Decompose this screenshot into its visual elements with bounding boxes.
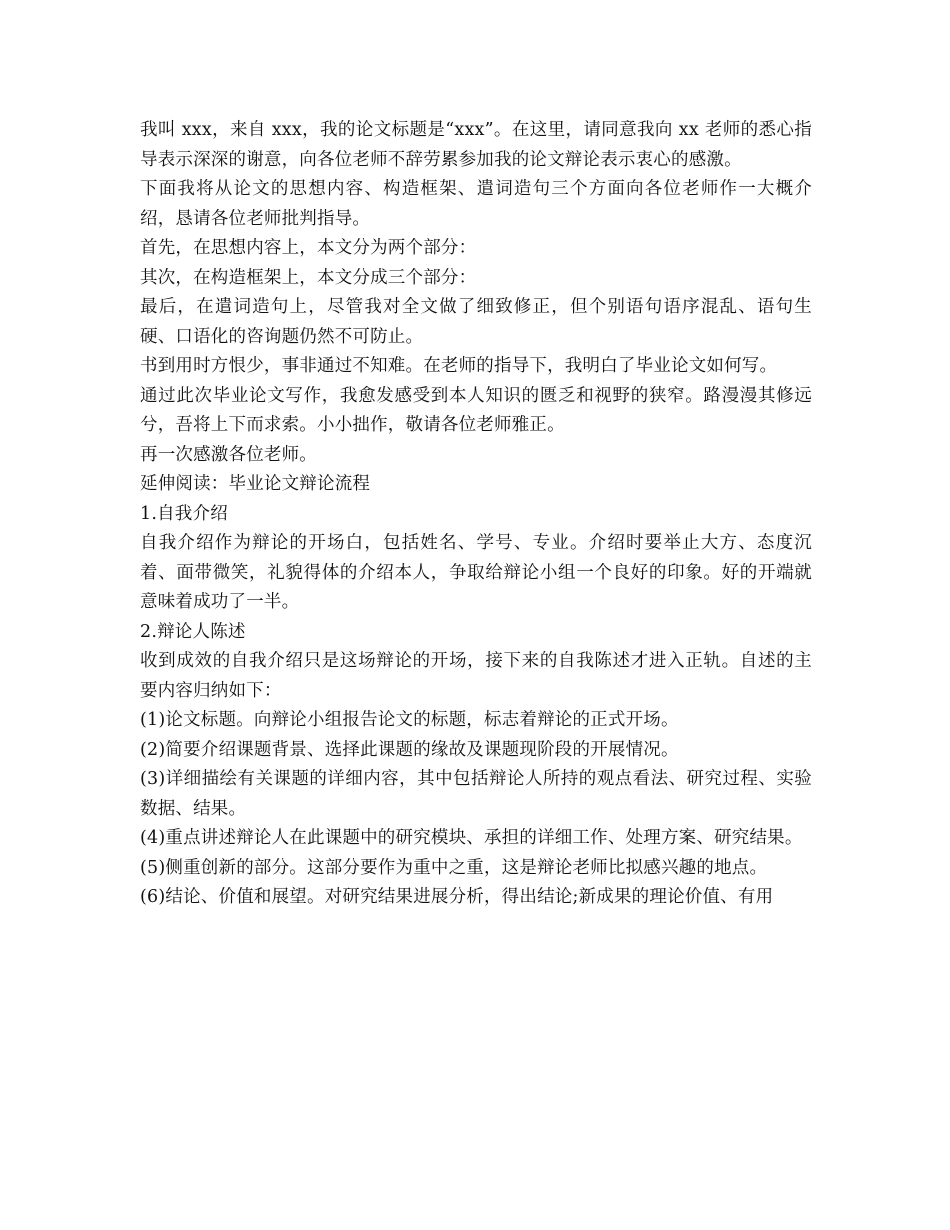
list-item-6: (6)结论、价值和展望。对研究结果进展分析，得出结论;新成果的理论价值、有用: [140, 887, 774, 907]
list-item-3: (3)详细描绘有关课题的详细内容，其中包括辩论人所持的观点看法、研究过程、实验数据、结果。: [140, 769, 812, 819]
paragraph-thanks: 再一次感激各位老师。: [140, 444, 317, 465]
section-heading-extended-reading: 延伸阅读：毕业论文辩论流程: [140, 474, 371, 494]
list-item-5: (5)侧重创新的部分。这部分要作为重中之重，这是辩论老师比拟感兴趣的地点。: [140, 857, 768, 878]
section-heading-self-intro: 1.自我介绍: [140, 503, 228, 524]
paragraph-reflection-1: 书到用时方恨少，事非通过不知难。在老师的指导下，我明白了毕业论文如何写。: [140, 356, 778, 376]
paragraph-content: 首先，在思想内容上，本文分为两个部分：: [140, 238, 477, 258]
list-item-1: (1)论文标题。向辩论小组报告论文的标题，标志着辩论的正式开场。: [140, 710, 679, 730]
document-body: [140, 116, 812, 913]
paragraph-self-intro: 自我介绍作为辩论的开场白，包括姓名、学号、专业。介绍时要举止大方、态度沉着、面带微笑，礼貌得体的介绍本人，争取给辩论小组一个良好的印象。好的开端就意味着成功了一半。: [140, 533, 812, 612]
paragraph-intro: 我叫 xxx，来自 xxx，我的论文标题是“xxx”。在这里，请同意我向 xx 老师的悉心指导表示深深的谢意，向各位老师不辞劳累参加我的论文辩论表示衷心的感激。: [140, 120, 812, 170]
section-heading-statement: 2.辩论人陈述: [140, 621, 246, 642]
paragraph-reflection-2: 通过此次毕业论文写作，我愈发感受到本人知识的匮乏和视野的狭窄。路漫漫其修远兮，吾将上下而求索。小小拙作，敬请各位老师雅正。: [140, 385, 812, 435]
list-item-4: (4)重点讲述辩论人在此课题中的研究模块、承担的详细工作、处理方案、研究结果。: [140, 828, 803, 848]
paragraph-overview: 下面我将从论文的思想内容、构造框架、遣词造句三个方面向各位老师作一大概介绍，恳请各位老师批判指导。: [140, 179, 812, 229]
paragraph-structure: 其次，在构造框架上，本文分成三个部分：: [140, 267, 477, 288]
paragraph-wording: 最后，在遣词造句上，尽管我对全文做了细致修正，但个别语句语序混乱、语句生硬、口语化的咨询题仍然不可防止。: [140, 297, 812, 347]
list-item-2: (2)简要介绍课题背景、选择此课题的缘故及课题现阶段的开展情况。: [140, 739, 679, 760]
paragraph-statement: 收到成效的自我介绍只是这场辩论的开场，接下来的自我陈述才进入正轨。自述的主要内容归纳如下：: [140, 651, 812, 701]
